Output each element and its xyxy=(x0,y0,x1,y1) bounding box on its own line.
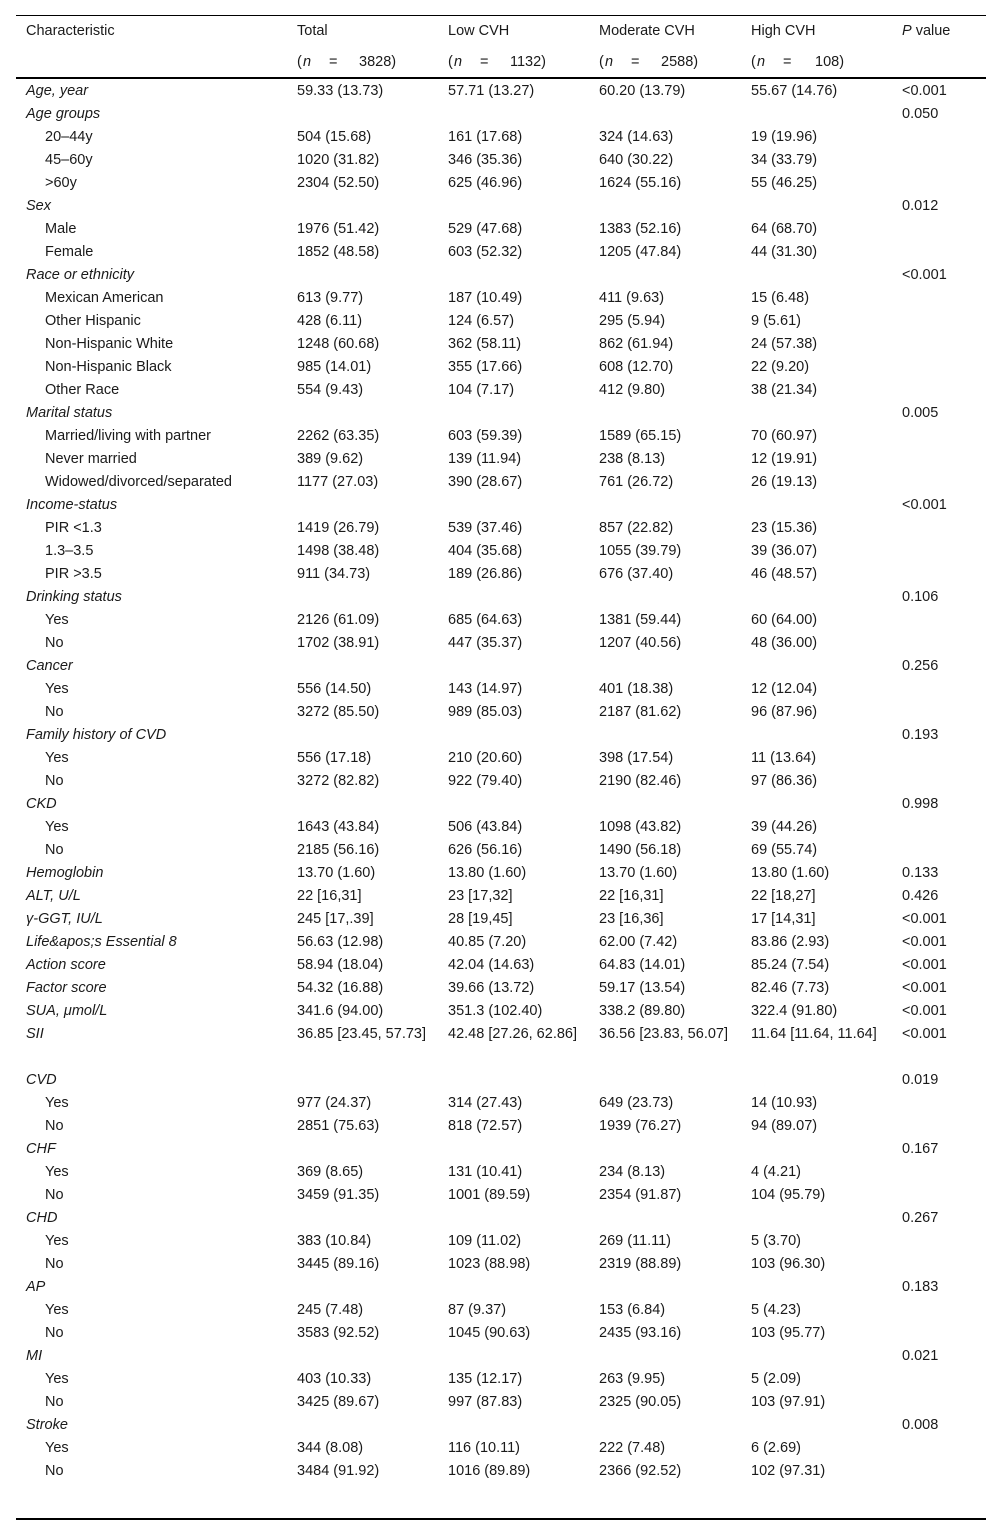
cell-moderate-cvh: 153 (6.84) xyxy=(599,1302,666,1318)
row-label: No xyxy=(45,1256,64,1272)
cell-high-cvh: 11 (13.64) xyxy=(751,750,817,766)
cell-low-cvh: 104 (7.17) xyxy=(448,382,515,398)
cell-moderate-cvh: 62.00 (7.42) xyxy=(599,934,678,950)
row-label: Yes xyxy=(45,1164,69,1180)
row-label: Other Race xyxy=(45,382,120,398)
cell-low-cvh: 13.80 (1.60) xyxy=(448,865,527,881)
cell-high-cvh: 4 (4.21) xyxy=(751,1164,801,1180)
cell-total: 389 (9.62) xyxy=(297,451,364,467)
row-label: Yes xyxy=(45,1095,69,1111)
cell-moderate-cvh: 676 (37.40) xyxy=(599,566,674,582)
cell-total: 1177 (27.03) xyxy=(297,474,379,490)
cell-low-cvh: 116 (10.11) xyxy=(448,1440,521,1456)
cell-high-cvh: 103 (95.77) xyxy=(751,1325,826,1341)
row-label: Widowed/divorced/separated xyxy=(45,474,232,490)
cell-low-cvh: 161 (17.68) xyxy=(448,129,523,145)
cell-moderate-cvh: 412 (9.80) xyxy=(599,382,666,398)
row-label: Yes xyxy=(45,750,69,766)
header-high-cvh: High CVH xyxy=(751,23,816,39)
cell-moderate-cvh: 761 (26.72) xyxy=(599,474,674,490)
cell-total: 341.6 (94.00) xyxy=(297,1003,384,1019)
cell-moderate-cvh: 2190 (82.46) xyxy=(599,773,682,789)
row-label: Non-Hispanic White xyxy=(45,336,174,352)
cell-p-value: 0.256 xyxy=(902,658,939,674)
cell-moderate-cvh: 411 (9.63) xyxy=(599,290,665,306)
cell-total: 1020 (31.82) xyxy=(297,152,380,168)
cell-low-cvh: 989 (85.03) xyxy=(448,704,523,720)
cell-high-cvh: 83.86 (2.93) xyxy=(751,934,830,950)
cell-low-cvh: 1016 (89.89) xyxy=(448,1463,531,1479)
cell-total: 556 (14.50) xyxy=(297,681,372,697)
cell-low-cvh: 390 (28.67) xyxy=(448,474,523,490)
table-bottom-rule xyxy=(16,1518,986,1520)
cell-p-value: <0.001 xyxy=(902,1026,947,1042)
cell-moderate-cvh: 2354 (91.87) xyxy=(599,1187,682,1203)
cell-moderate-cvh: 1939 (76.27) xyxy=(599,1118,682,1134)
cell-high-cvh: 70 (60.97) xyxy=(751,428,818,444)
row-label: CHF xyxy=(26,1141,56,1157)
cell-total: 3272 (82.82) xyxy=(297,773,380,789)
row-label: 45–60y xyxy=(45,152,93,168)
cell-high-cvh: 15 (6.48) xyxy=(751,290,810,306)
cell-low-cvh: 922 (79.40) xyxy=(448,773,523,789)
row-label: Cancer xyxy=(26,658,73,674)
n-low-value: 1132) xyxy=(510,54,547,70)
cell-high-cvh: 69 (55.74) xyxy=(751,842,818,858)
cell-high-cvh: 5 (4.23) xyxy=(751,1302,801,1318)
row-label: Drinking status xyxy=(26,589,122,605)
row-label: No xyxy=(45,1118,64,1134)
cell-moderate-cvh: 22 [16,31] xyxy=(599,888,664,904)
cell-moderate-cvh: 1207 (40.56) xyxy=(599,635,682,651)
row-label: Never married xyxy=(45,451,137,467)
cell-p-value: <0.001 xyxy=(902,83,947,99)
cell-high-cvh: 39 (44.26) xyxy=(751,819,818,835)
cell-total: 911 (34.73) xyxy=(297,566,371,582)
cell-moderate-cvh: 238 (8.13) xyxy=(599,451,666,467)
cell-total: 344 (8.08) xyxy=(297,1440,364,1456)
row-label: Income-status xyxy=(26,497,118,513)
cell-high-cvh: 13.80 (1.60) xyxy=(751,865,830,881)
cell-high-cvh: 11.64 [11.64, 11.64] xyxy=(751,1026,877,1042)
cell-moderate-cvh: 64.83 (14.01) xyxy=(599,957,686,973)
cell-p-value: <0.001 xyxy=(902,934,947,950)
cell-high-cvh: 9 (5.61) xyxy=(751,313,801,329)
cell-total: 504 (15.68) xyxy=(297,129,372,145)
cell-total: 1702 (38.91) xyxy=(297,635,380,651)
cell-total: 22 [16,31] xyxy=(297,888,362,904)
cell-high-cvh: 97 (86.36) xyxy=(751,773,818,789)
cell-low-cvh: 685 (64.63) xyxy=(448,612,523,628)
cell-moderate-cvh: 398 (17.54) xyxy=(599,750,674,766)
cell-low-cvh: 143 (14.97) xyxy=(448,681,523,697)
cell-moderate-cvh: 1490 (56.18) xyxy=(599,842,682,858)
row-label: SII xyxy=(26,1026,44,1042)
row-label: Age, year xyxy=(26,83,89,99)
cell-p-value: 0.267 xyxy=(902,1210,939,1226)
cell-high-cvh: 12 (12.04) xyxy=(751,681,818,697)
row-label: No xyxy=(45,773,64,789)
row-label: Age groups xyxy=(26,106,101,122)
cell-low-cvh: 346 (35.36) xyxy=(448,152,523,168)
cell-low-cvh: 351.3 (102.40) xyxy=(448,1003,543,1019)
cell-high-cvh: 94 (89.07) xyxy=(751,1118,818,1134)
row-label: No xyxy=(45,704,64,720)
cell-low-cvh: 87 (9.37) xyxy=(448,1302,507,1318)
cell-high-cvh: 22 (9.20) xyxy=(751,359,810,375)
row-label: Female xyxy=(45,244,94,260)
cell-p-value: 0.426 xyxy=(902,888,939,904)
row-label: Other Hispanic xyxy=(45,313,141,329)
cell-high-cvh: 24 (57.38) xyxy=(751,336,818,352)
cell-high-cvh: 48 (36.00) xyxy=(751,635,818,651)
cell-p-value: 0.183 xyxy=(902,1279,939,1295)
cell-low-cvh: 28 [19,45] xyxy=(448,911,513,927)
cell-moderate-cvh: 1589 (65.15) xyxy=(599,428,682,444)
cell-high-cvh: 39 (36.07) xyxy=(751,543,818,559)
cell-p-value: 0.167 xyxy=(902,1141,939,1157)
row-label: Yes xyxy=(45,1233,69,1249)
cell-high-cvh: 5 (2.09) xyxy=(751,1371,801,1387)
cell-total: 2851 (75.63) xyxy=(297,1118,380,1134)
n-moderate-value: 2588) xyxy=(661,54,699,70)
cell-moderate-cvh: 222 (7.48) xyxy=(599,1440,666,1456)
n-open-paren: ( xyxy=(297,54,302,70)
cell-high-cvh: 60 (64.00) xyxy=(751,612,818,628)
cell-total: 3484 (91.92) xyxy=(297,1463,380,1479)
cell-high-cvh: 26 (19.13) xyxy=(751,474,818,490)
cell-low-cvh: 1023 (88.98) xyxy=(448,1256,531,1272)
row-label: Action score xyxy=(26,957,106,973)
cell-high-cvh: 38 (21.34) xyxy=(751,382,818,398)
cell-moderate-cvh: 1624 (55.16) xyxy=(599,175,682,191)
row-label: Yes xyxy=(45,612,69,628)
row-label: Life&apos;s Essential 8 xyxy=(26,934,177,950)
cell-high-cvh: 55 (46.25) xyxy=(751,175,818,191)
cell-moderate-cvh: 2435 (93.16) xyxy=(599,1325,682,1341)
cell-high-cvh: 6 (2.69) xyxy=(751,1440,801,1456)
cell-low-cvh: 362 (58.11) xyxy=(448,336,522,352)
cell-low-cvh: 23 [17,32] xyxy=(448,888,513,904)
cell-moderate-cvh: 649 (23.73) xyxy=(599,1095,674,1111)
cell-low-cvh: 314 (27.43) xyxy=(448,1095,523,1111)
cell-low-cvh: 447 (35.37) xyxy=(448,635,523,651)
n-equals: = xyxy=(631,54,640,70)
cell-p-value: <0.001 xyxy=(902,1003,947,1019)
cell-total: 1498 (38.48) xyxy=(297,543,380,559)
cell-p-value: 0.133 xyxy=(902,865,939,881)
cell-moderate-cvh: 36.56 [23.83, 56.07] xyxy=(599,1026,728,1042)
header-low-cvh: Low CVH xyxy=(448,23,510,39)
n-open-paren: ( xyxy=(448,54,453,70)
header-moderate-cvh: Moderate CVH xyxy=(599,23,695,39)
cell-low-cvh: 404 (35.68) xyxy=(448,543,523,559)
cell-low-cvh: 626 (56.16) xyxy=(448,842,523,858)
row-label: >60y xyxy=(45,175,77,191)
cell-high-cvh: 19 (19.96) xyxy=(751,129,818,145)
row-label: AP xyxy=(26,1279,46,1295)
cell-total: 383 (10.84) xyxy=(297,1233,372,1249)
cell-p-value: <0.001 xyxy=(902,267,947,283)
cell-moderate-cvh: 23 [16,36] xyxy=(599,911,664,927)
cell-total: 977 (24.37) xyxy=(297,1095,372,1111)
cell-total: 1419 (26.79) xyxy=(297,520,380,536)
cell-total: 1643 (43.84) xyxy=(297,819,380,835)
n-open-paren: ( xyxy=(599,54,604,70)
cell-total: 56.63 (12.98) xyxy=(297,934,384,950)
n-open-paren: ( xyxy=(751,54,756,70)
row-label: Male xyxy=(45,221,77,237)
cell-moderate-cvh: 2325 (90.05) xyxy=(599,1394,682,1410)
cell-moderate-cvh: 2187 (81.62) xyxy=(599,704,682,720)
cell-high-cvh: 55.67 (14.76) xyxy=(751,83,838,99)
cell-p-value: <0.001 xyxy=(902,980,947,996)
cell-total: 245 (7.48) xyxy=(297,1302,364,1318)
cell-high-cvh: 23 (15.36) xyxy=(751,520,818,536)
cell-low-cvh: 40.85 (7.20) xyxy=(448,934,527,950)
cell-total: 1976 (51.42) xyxy=(297,221,380,237)
cell-total: 36.85 [23.45, 57.73] xyxy=(297,1026,426,1042)
cell-moderate-cvh: 862 (61.94) xyxy=(599,336,674,352)
cell-moderate-cvh: 1383 (52.16) xyxy=(599,221,682,237)
header-total: Total xyxy=(297,23,328,39)
cell-moderate-cvh: 608 (12.70) xyxy=(599,359,674,375)
cell-moderate-cvh: 2366 (92.52) xyxy=(599,1463,682,1479)
cell-p-value: 0.021 xyxy=(902,1348,939,1364)
row-label: Mexican American xyxy=(45,290,164,306)
n-letter: n xyxy=(757,54,766,70)
cell-low-cvh: 539 (37.46) xyxy=(448,520,523,536)
row-label: Yes xyxy=(45,1371,69,1387)
cell-total: 3272 (85.50) xyxy=(297,704,380,720)
cell-total: 54.32 (16.88) xyxy=(297,980,384,996)
cell-high-cvh: 102 (97.31) xyxy=(751,1463,826,1479)
cell-low-cvh: 818 (72.57) xyxy=(448,1118,523,1134)
cell-low-cvh: 625 (46.96) xyxy=(448,175,523,191)
row-label: No xyxy=(45,1394,64,1410)
row-label: PIR <1.3 xyxy=(45,520,102,536)
row-label: Yes xyxy=(45,1302,69,1318)
cell-moderate-cvh: 269 (11.11) xyxy=(599,1233,672,1249)
cell-high-cvh: 322.4 (91.80) xyxy=(751,1003,838,1019)
cell-low-cvh: 135 (12.17) xyxy=(448,1371,523,1387)
cell-moderate-cvh: 401 (18.38) xyxy=(599,681,674,697)
row-label: Yes xyxy=(45,1440,69,1456)
cell-p-value: <0.001 xyxy=(902,497,947,513)
cell-low-cvh: 997 (87.83) xyxy=(448,1394,523,1410)
cell-moderate-cvh: 338.2 (89.80) xyxy=(599,1003,686,1019)
cell-total: 2185 (56.16) xyxy=(297,842,380,858)
row-label: No xyxy=(45,1187,64,1203)
cell-low-cvh: 210 (20.60) xyxy=(448,750,523,766)
cell-p-value: 0.106 xyxy=(902,589,939,605)
cell-p-value: 0.008 xyxy=(902,1417,939,1433)
cell-total: 3583 (92.52) xyxy=(297,1325,380,1341)
cell-total: 985 (14.01) xyxy=(297,359,372,375)
cell-high-cvh: 44 (31.30) xyxy=(751,244,818,260)
row-label: MI xyxy=(26,1348,43,1364)
n-equals: = xyxy=(783,54,792,70)
header-bottom-rule xyxy=(16,77,986,79)
cell-low-cvh: 529 (47.68) xyxy=(448,221,523,237)
n-high-value: 108) xyxy=(815,54,845,70)
cell-total: 13.70 (1.60) xyxy=(297,865,376,881)
cell-total: 613 (9.77) xyxy=(297,290,364,306)
cell-high-cvh: 64 (68.70) xyxy=(751,221,818,237)
row-label: Factor score xyxy=(26,980,107,996)
cell-high-cvh: 46 (48.57) xyxy=(751,566,818,582)
cell-moderate-cvh: 2319 (88.89) xyxy=(599,1256,682,1272)
cell-total: 1248 (60.68) xyxy=(297,336,380,352)
cell-moderate-cvh: 1381 (59.44) xyxy=(599,612,682,628)
cell-low-cvh: 603 (59.39) xyxy=(448,428,523,444)
cell-high-cvh: 103 (97.91) xyxy=(751,1394,826,1410)
row-label: 1.3–3.5 xyxy=(45,543,94,559)
cell-moderate-cvh: 857 (22.82) xyxy=(599,520,674,536)
row-label: Stroke xyxy=(26,1417,68,1433)
cell-p-value: 0.012 xyxy=(902,198,939,214)
row-label: PIR >3.5 xyxy=(45,566,102,582)
cell-total: 2262 (63.35) xyxy=(297,428,380,444)
cell-low-cvh: 109 (11.02) xyxy=(448,1233,522,1249)
row-label: CHD xyxy=(26,1210,58,1226)
row-label: CVD xyxy=(26,1072,57,1088)
cell-high-cvh: 104 (95.79) xyxy=(751,1187,826,1203)
cell-moderate-cvh: 234 (8.13) xyxy=(599,1164,666,1180)
cell-high-cvh: 103 (96.30) xyxy=(751,1256,826,1272)
cell-p-value: 0.193 xyxy=(902,727,939,743)
row-label: No xyxy=(45,1325,64,1341)
header-characteristic: Characteristic xyxy=(26,23,115,39)
row-label: γ-GGT, IU/L xyxy=(26,911,103,927)
cell-moderate-cvh: 59.17 (13.54) xyxy=(599,980,686,996)
cell-high-cvh: 5 (3.70) xyxy=(751,1233,801,1249)
cell-moderate-cvh: 60.20 (13.79) xyxy=(599,83,686,99)
cell-total: 554 (9.43) xyxy=(297,382,364,398)
header-p-value xyxy=(902,16,950,47)
cell-low-cvh: 131 (10.41) xyxy=(448,1164,523,1180)
cell-total: 58.94 (18.04) xyxy=(297,957,384,973)
row-label: Married/living with partner xyxy=(45,428,212,444)
cell-low-cvh: 42.04 (14.63) xyxy=(448,957,535,973)
cell-low-cvh: 1045 (90.63) xyxy=(448,1325,531,1341)
cell-high-cvh: 17 [14,31] xyxy=(751,911,816,927)
cell-total: 245 [17,.39] xyxy=(297,911,374,927)
row-label: Sex xyxy=(26,198,51,214)
row-label: No xyxy=(45,635,64,651)
row-label: No xyxy=(45,1463,64,1479)
cell-total: 2126 (61.09) xyxy=(297,612,380,628)
cell-low-cvh: 42.48 [27.26, 62.86] xyxy=(448,1026,577,1042)
row-label: Family history of CVD xyxy=(26,727,167,743)
n-letter: n xyxy=(303,54,312,70)
n-letter: n xyxy=(454,54,463,70)
cell-high-cvh: 82.46 (7.73) xyxy=(751,980,830,996)
cell-moderate-cvh: 1055 (39.79) xyxy=(599,543,682,559)
cell-high-cvh: 14 (10.93) xyxy=(751,1095,818,1111)
cell-total: 556 (17.18) xyxy=(297,750,372,766)
cell-moderate-cvh: 640 (30.22) xyxy=(599,152,674,168)
row-label: ALT, U/L xyxy=(26,888,81,904)
cell-low-cvh: 139 (11.94) xyxy=(448,451,522,467)
cell-p-value: 0.019 xyxy=(902,1072,939,1088)
cell-total: 3459 (91.35) xyxy=(297,1187,380,1203)
cell-moderate-cvh: 263 (9.95) xyxy=(599,1371,666,1387)
cell-low-cvh: 1001 (89.59) xyxy=(448,1187,531,1203)
cell-total: 3445 (89.16) xyxy=(297,1256,380,1272)
n-letter: n xyxy=(605,54,614,70)
cell-low-cvh: 603 (52.32) xyxy=(448,244,523,260)
cell-low-cvh: 39.66 (13.72) xyxy=(448,980,535,996)
cell-moderate-cvh: 295 (5.94) xyxy=(599,313,666,329)
cell-moderate-cvh: 13.70 (1.60) xyxy=(599,865,678,881)
n-equals: = xyxy=(329,54,338,70)
cell-moderate-cvh: 1205 (47.84) xyxy=(599,244,682,260)
cell-high-cvh: 34 (33.79) xyxy=(751,152,818,168)
row-label: SUA, μmol/L xyxy=(26,1003,108,1019)
cell-low-cvh: 57.71 (13.27) xyxy=(448,83,535,99)
cell-total: 2304 (52.50) xyxy=(297,175,380,191)
cell-total: 403 (10.33) xyxy=(297,1371,372,1387)
cell-low-cvh: 506 (43.84) xyxy=(448,819,523,835)
row-label: Hemoglobin xyxy=(26,865,104,881)
cell-low-cvh: 189 (26.86) xyxy=(448,566,523,582)
header-p-suffix: value xyxy=(911,23,951,39)
row-label: No xyxy=(45,842,64,858)
cell-low-cvh: 124 (6.57) xyxy=(448,313,515,329)
row-label: Yes xyxy=(45,819,69,835)
cell-low-cvh: 187 (10.49) xyxy=(448,290,523,306)
n-total-value: 3828) xyxy=(359,54,397,70)
cell-total: 369 (8.65) xyxy=(297,1164,364,1180)
cell-high-cvh: 85.24 (7.54) xyxy=(751,957,830,973)
header-p-letter: P xyxy=(902,23,912,39)
cell-p-value: <0.001 xyxy=(902,911,947,927)
row-label: Non-Hispanic Black xyxy=(45,359,172,375)
cell-high-cvh: 12 (19.91) xyxy=(751,451,818,467)
cell-p-value: 0.050 xyxy=(902,106,939,122)
row-label: Marital status xyxy=(26,405,113,421)
cell-total: 428 (6.11) xyxy=(297,313,363,329)
cell-high-cvh: 96 (87.96) xyxy=(751,704,818,720)
cell-moderate-cvh: 1098 (43.82) xyxy=(599,819,682,835)
cell-total: 3425 (89.67) xyxy=(297,1394,380,1410)
n-equals: = xyxy=(480,54,489,70)
cell-total: 59.33 (13.73) xyxy=(297,83,384,99)
cell-p-value: 0.005 xyxy=(902,405,939,421)
cell-moderate-cvh: 324 (14.63) xyxy=(599,129,674,145)
row-label: 20–44y xyxy=(45,129,93,145)
cell-p-value: <0.001 xyxy=(902,957,947,973)
cell-p-value: 0.998 xyxy=(902,796,939,812)
row-label: Yes xyxy=(45,681,69,697)
row-label: CKD xyxy=(26,796,57,812)
row-label: Race or ethnicity xyxy=(26,267,134,283)
cell-high-cvh: 22 [18,27] xyxy=(751,888,816,904)
cell-total: 1852 (48.58) xyxy=(297,244,380,260)
cell-low-cvh: 355 (17.66) xyxy=(448,359,523,375)
